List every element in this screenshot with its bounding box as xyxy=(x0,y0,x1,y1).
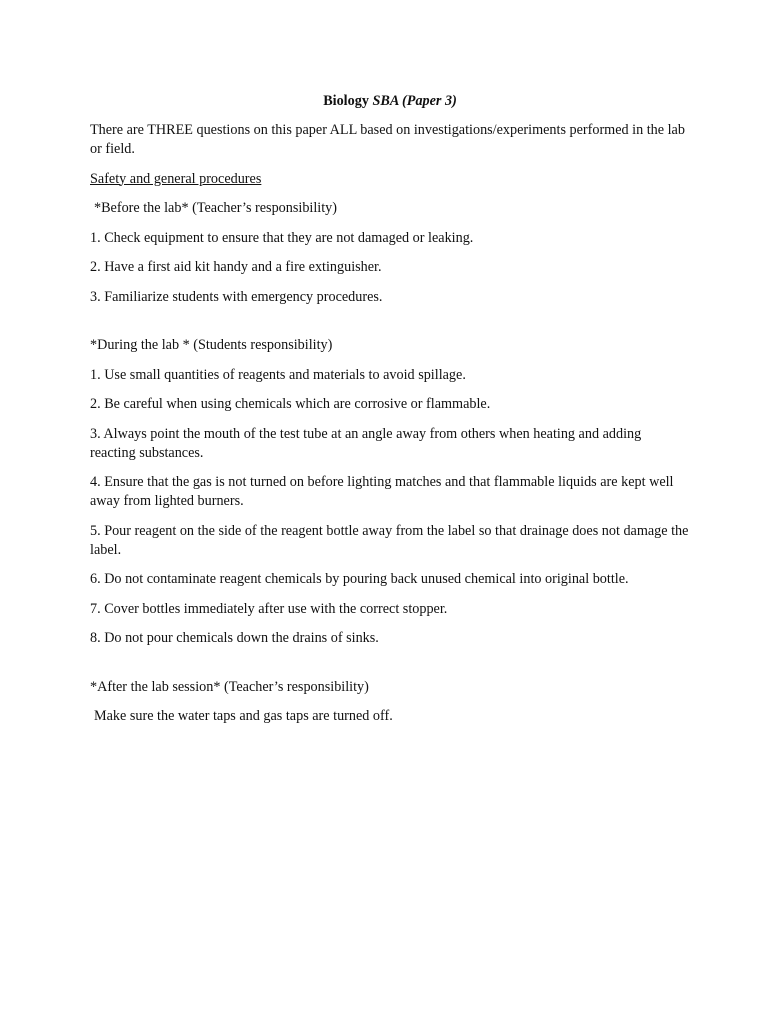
during-lab-heading: *During the lab * (Students responsibility) xyxy=(90,337,333,353)
during-lab-item: 4. Ensure that the gas is not turned on before lighting matches and that flammable liquids are kept well away from lighted burners. xyxy=(90,474,674,509)
before-lab-heading: *Before the lab* (Teacher’s responsibility) xyxy=(94,200,338,216)
during-lab-item: 6. Do not contaminate reagent chemicals by pouring back unused chemical into original bottle. xyxy=(90,571,629,587)
page-title xyxy=(90,92,690,111)
during-lab-item: 2. Be careful when using chemicals which are corrosive or flammable. xyxy=(90,396,491,412)
intro-paragraph: There are THREE questions on this paper ALL based on investigations/experiments performed in the lab or field. xyxy=(90,122,685,157)
spacer xyxy=(90,317,690,336)
during-lab-item: 8. Do not pour chemicals down the drains of sinks. xyxy=(90,630,379,646)
during-lab-item: 3. Always point the mouth of the test tube at an angle away from others when heating and adding reacting substances. xyxy=(90,425,642,461)
section-heading: Safety and general procedures xyxy=(90,170,262,187)
title-main: Biology xyxy=(323,93,369,109)
document-body xyxy=(90,92,690,737)
spacer xyxy=(90,659,690,678)
before-lab-item: 1. Check equipment to ensure that they are not damaged or leaking. xyxy=(90,229,474,246)
after-lab-item: Make sure the water taps and gas taps are turned off. xyxy=(94,708,393,724)
before-lab-item: 3. Familiarize students with emergency procedures. xyxy=(90,288,383,305)
before-lab-item: 2. Have a first aid kit handy and a fire extinguisher. xyxy=(90,259,382,275)
during-lab-item: 1. Use small quantities of reagents and materials to avoid spillage. xyxy=(90,366,466,383)
after-lab-heading: *After the lab session* (Teacher’s responsibility) xyxy=(90,678,369,695)
title-italic: SBA (Paper 3) xyxy=(372,93,457,109)
during-lab-item: 5. Pour reagent on the side of the reagent bottle away from the label so that drainage does not damage the label. xyxy=(90,522,689,558)
during-lab-item: 7. Cover bottles immediately after use with the correct stopper. xyxy=(90,600,448,617)
